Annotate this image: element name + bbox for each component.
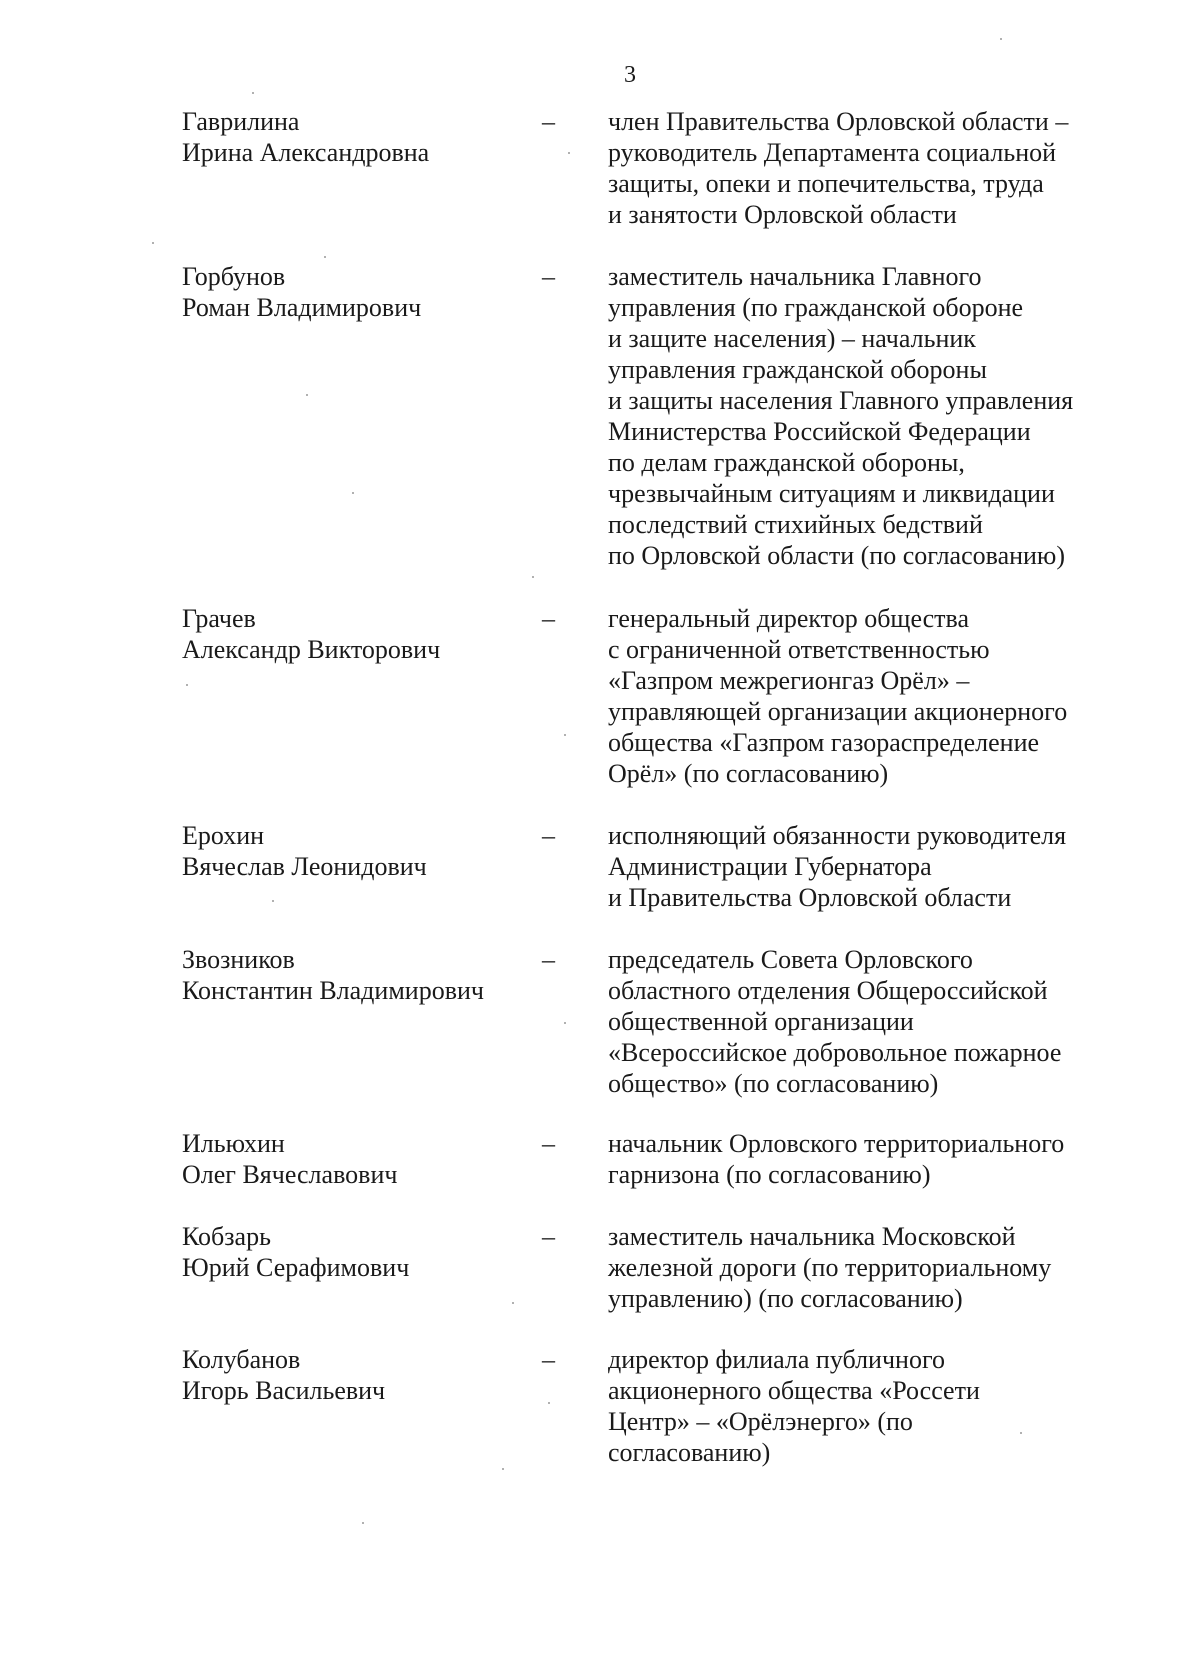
member-position bbox=[608, 261, 1128, 571]
position-line: заместитель начальника Главного bbox=[608, 262, 982, 291]
scan-speck bbox=[324, 256, 326, 258]
position-line: по делам гражданской обороны, bbox=[608, 448, 965, 477]
member-position bbox=[608, 1344, 1128, 1468]
scan-speck bbox=[1020, 1432, 1022, 1434]
position-line: общество» (по согласованию) bbox=[608, 1069, 939, 1098]
scan-speck bbox=[186, 684, 188, 686]
separator-dash: – bbox=[542, 604, 555, 633]
scan-speck bbox=[1000, 38, 1002, 40]
member-position bbox=[608, 1221, 1128, 1314]
scan-speck bbox=[564, 1022, 566, 1024]
position-line: заместитель начальника Московской bbox=[608, 1222, 1016, 1251]
scan-speck bbox=[532, 576, 534, 578]
position-line: гарнизона (по согласованию) bbox=[608, 1160, 931, 1189]
member-given-names: Юрий Серафимович bbox=[182, 1253, 410, 1282]
member-given-names: Ирина Александровна bbox=[182, 138, 430, 167]
member-surname: Горбунов bbox=[182, 262, 286, 291]
position-line: общества «Газпром газораспределение bbox=[608, 728, 1040, 757]
member-position bbox=[608, 106, 1128, 230]
scan-speck bbox=[352, 492, 354, 494]
position-line: железной дороги (по территориальному bbox=[608, 1253, 1052, 1282]
member-surname: Гаврилина bbox=[182, 107, 300, 136]
position-line: управляющей организации акционерного bbox=[608, 697, 1068, 726]
scan-speck bbox=[152, 242, 154, 244]
scan-speck bbox=[306, 394, 308, 396]
position-line: с ограниченной ответственностью bbox=[608, 635, 990, 664]
scan-speck bbox=[564, 734, 566, 736]
member-given-names: Олег Вячеславович bbox=[182, 1160, 398, 1189]
member-given-names: Игорь Васильевич bbox=[182, 1376, 386, 1405]
scan-speck bbox=[272, 900, 274, 902]
position-line: и занятости Орловской области bbox=[608, 200, 957, 229]
separator-dash: – bbox=[542, 821, 555, 850]
page-number: 3 bbox=[624, 62, 636, 88]
position-line: и защите населения) – начальник bbox=[608, 324, 976, 353]
position-line: «Всероссийское добровольное пожарное bbox=[608, 1038, 1062, 1067]
position-line: член Правительства Орловской области – bbox=[608, 107, 1069, 136]
position-line: генеральный директор общества bbox=[608, 604, 970, 633]
scan-speck bbox=[252, 92, 254, 94]
position-line: акционерного общества «Россети bbox=[608, 1376, 980, 1405]
scan-speck bbox=[362, 1522, 364, 1524]
member-surname: Ерохин bbox=[182, 821, 265, 850]
scan-speck bbox=[512, 1302, 514, 1304]
member-given-names: Вячеслав Леонидович bbox=[182, 852, 427, 881]
member-given-names: Константин Владимирович bbox=[182, 976, 484, 1005]
separator-dash: – bbox=[542, 945, 555, 974]
position-line: управления гражданской обороны bbox=[608, 355, 987, 384]
position-line: согласованию) bbox=[608, 1438, 771, 1467]
position-line: по Орловской области (по согласованию) bbox=[608, 541, 1066, 570]
member-position bbox=[608, 1128, 1128, 1190]
member-surname: Грачев bbox=[182, 604, 256, 633]
position-line: Министерства Российской Федерации bbox=[608, 417, 1031, 446]
position-line: Центр» – «Орёлэнерго» (по bbox=[608, 1407, 913, 1436]
member-surname: Звозников bbox=[182, 945, 295, 974]
position-line: и Правительства Орловской области bbox=[608, 883, 1012, 912]
position-line: исполняющий обязанности руководителя bbox=[608, 821, 1067, 850]
position-line: председатель Совета Орловского bbox=[608, 945, 973, 974]
position-line: защиты, опеки и попечительства, труда bbox=[608, 169, 1044, 198]
position-line: управлению) (по согласованию) bbox=[608, 1284, 963, 1313]
scan-speck bbox=[568, 152, 570, 154]
separator-dash: – bbox=[542, 1345, 555, 1374]
position-line: директор филиала публичного bbox=[608, 1345, 945, 1374]
separator-dash: – bbox=[542, 1222, 555, 1251]
scan-speck bbox=[548, 1402, 550, 1404]
member-given-names: Александр Викторович bbox=[182, 635, 441, 664]
separator-dash: – bbox=[542, 262, 555, 291]
separator-dash: – bbox=[542, 1129, 555, 1158]
position-line: Администрации Губернатора bbox=[608, 852, 932, 881]
position-line: «Газпром межрегионгаз Орёл» – bbox=[608, 666, 970, 695]
position-line: областного отделения Общероссийской bbox=[608, 976, 1048, 1005]
position-line: руководитель Департамента социальной bbox=[608, 138, 1057, 167]
position-line: чрезвычайным ситуациям и ликвидации bbox=[608, 479, 1055, 508]
member-position bbox=[608, 820, 1128, 913]
position-line: Орёл» (по согласованию) bbox=[608, 759, 889, 788]
position-line: общественной организации bbox=[608, 1007, 914, 1036]
member-position bbox=[608, 944, 1128, 1099]
member-surname: Ильюхин bbox=[182, 1129, 285, 1158]
position-line: начальник Орловского территориального bbox=[608, 1129, 1065, 1158]
position-line: последствий стихийных бедствий bbox=[608, 510, 983, 539]
member-surname: Колубанов bbox=[182, 1345, 301, 1374]
member-given-names: Роман Владимирович bbox=[182, 293, 422, 322]
position-line: и защиты населения Главного управления bbox=[608, 386, 1074, 415]
position-line: управления (по гражданской обороне bbox=[608, 293, 1024, 322]
separator-dash: – bbox=[542, 107, 555, 136]
member-position bbox=[608, 603, 1128, 789]
scan-speck bbox=[502, 1468, 504, 1470]
member-surname: Кобзарь bbox=[182, 1222, 271, 1251]
